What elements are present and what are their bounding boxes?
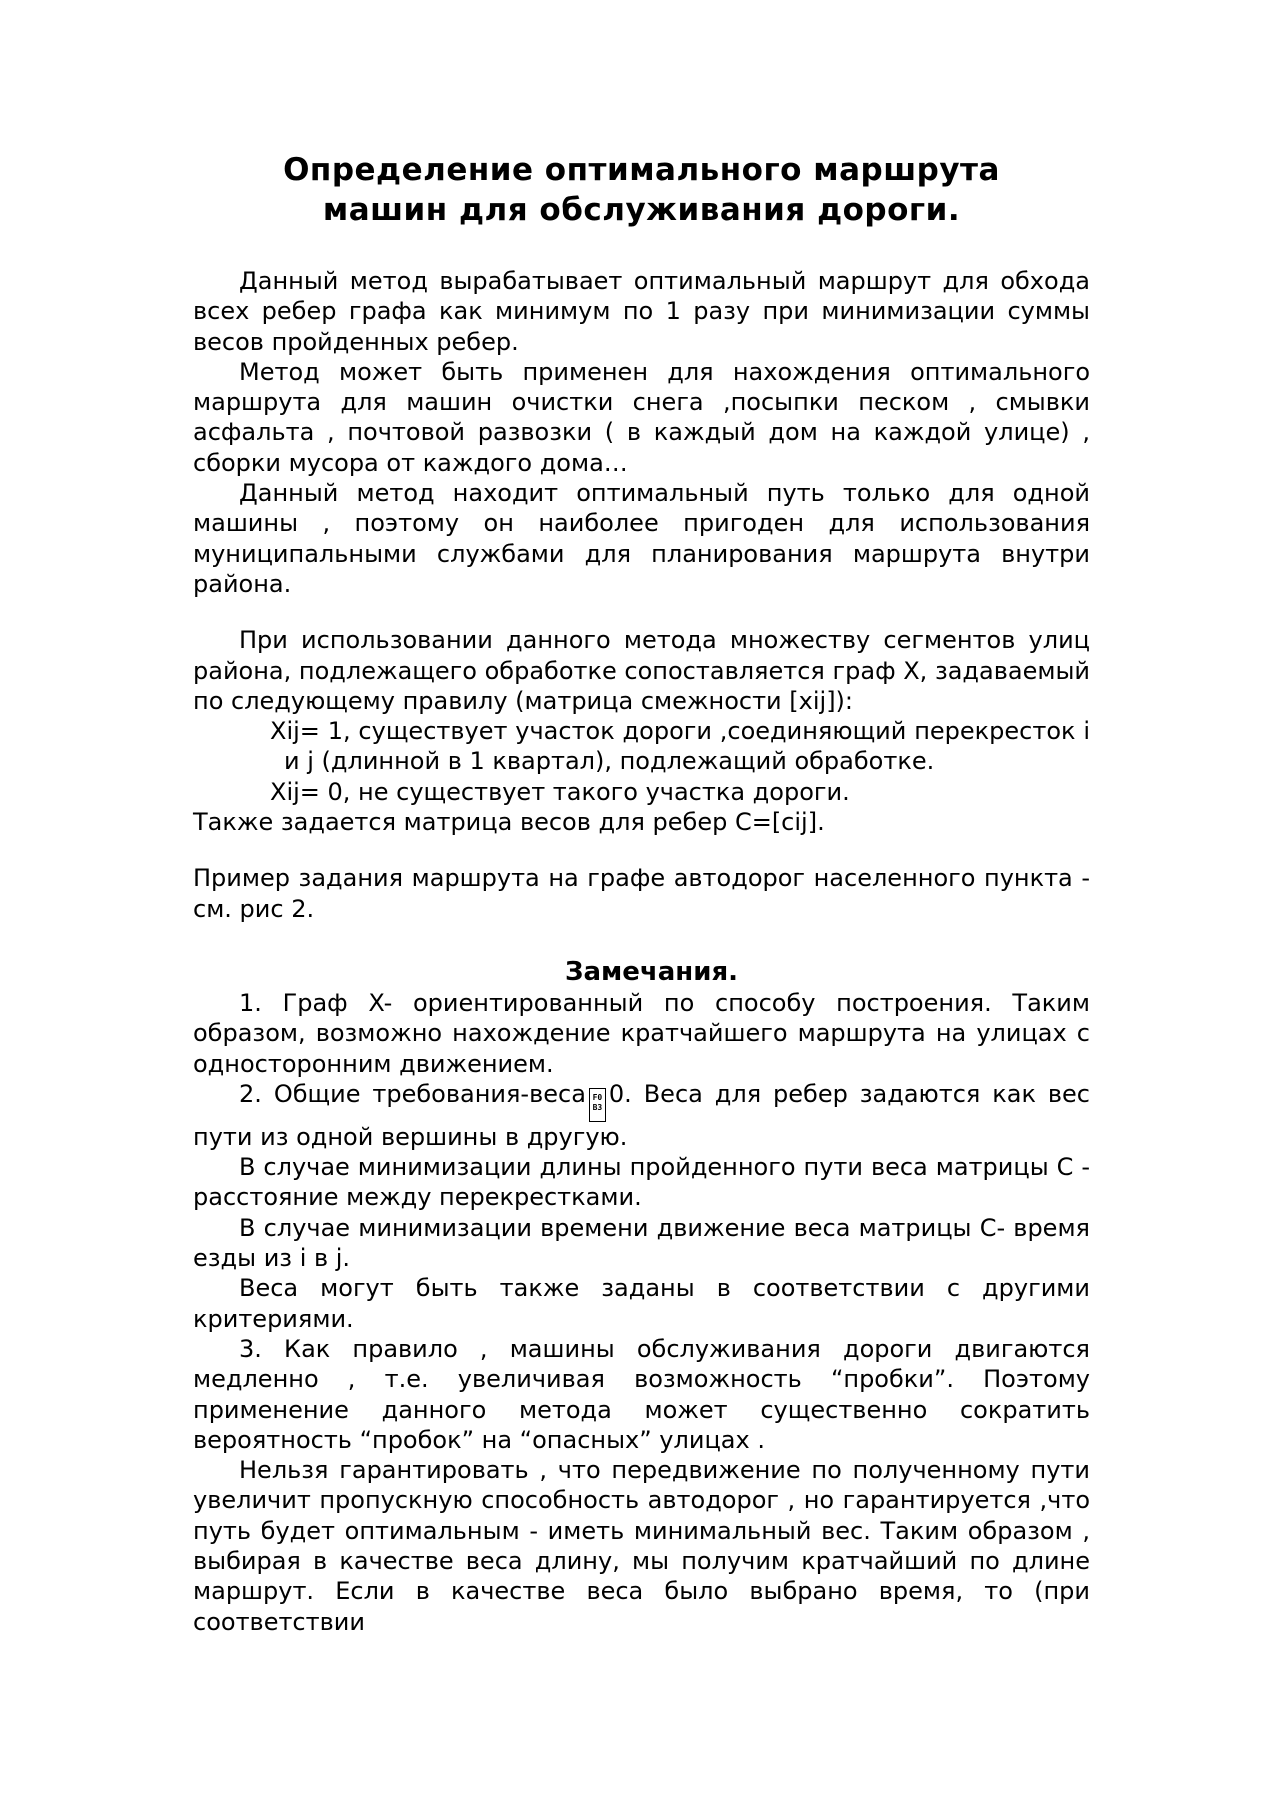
title-line-1: Определение оптимального маршрута [283,152,1000,188]
document-page [193,150,1090,1667]
paragraph-weight-matrix: Также задается матрица весов для ребер C=[cij]. [193,808,825,837]
title-line-2: машин для обслуживания дороги. [322,192,961,228]
paragraph-example-reference: Пример задания маршрута на графе автодорог населенного пункта - см. рис 2. [193,864,1090,923]
remark-2-length: В случае минимизации длины пройденного пути веса матрицы C - расстояние между перекрестками. [193,1153,1090,1212]
remark-2-time: В случае минимизации времени движение веса матрицы C- время езды из i в j. [193,1213,1090,1273]
remark-2-text-before: 2. Общие требования-веса [239,1079,586,1108]
paragraph-single-vehicle: Данный метод находит оптимальный путь только для одной машины , поэтому он наиболее пригоден для использования муниципальными службами для планирования маршрута внутри района. [193,479,1090,598]
rule-edge-absent: Xij= 0, не существует такого участка дороги. [270,777,850,806]
remark-4: Нельзя гарантировать , что передвижение по полученному пути увеличит пропускную способность автодорог , но гарантируется ,что путь будет оптимальным - иметь минимальный вес. Таким образом , выбирая в качестве веса длину, мы получим кратчайший по длине маршрут. Если в качестве веса было выбрано время, то (при соответствии [193,1456,1090,1636]
remark-2-text-after: 0. Веса для ребер задаются как вес пути из одной вершины в другую. [193,1079,1090,1151]
remark-1: 1. Граф X- ориентированный по способу построения. Таким образом, возможно нахождение кратчайшего маршрута на улицах с односторонним движением. [193,988,1090,1078]
remarks-heading: Замечания. [564,956,739,987]
spacer [193,924,1090,946]
remark-2-other: Веса могут быть также заданы в соответствии с другими критериями. [193,1274,1090,1333]
remark-3: 3. Как правило , машины обслуживания дороги двигаются медленно , т.е. увеличивая возможность “пробки”. Поэтому применение данного метода может существенно сократить вероятность “пробок” на “опасных” улицах . [193,1334,1090,1454]
page-title [193,150,1090,230]
paragraph-applications: Метод может быть применен для нахождения оптимального маршрута для машин очистки снега ,посыпки песком , смывки асфальта , почтовой развозки ( в каждый дом на каждой улице) , сборки мусора от каждого дома… [193,357,1090,477]
missing-glyph-icon: F0 B3 [589,1088,606,1122]
spacer [193,837,1090,863]
paragraph-intro: Данный метод вырабатывает оптимальный маршрут для обхода всех ребер графа как минимум по 1 разу при минимизации суммы весов пройденных ребер. [193,267,1090,356]
paragraph-graph-definition: При использовании данного метода множеству сегментов улиц района, подлежащего обработке сопоставляется граф X, задаваемый по следующему правилу (матрица смежности [xij]): [193,626,1090,715]
spacer [193,599,1090,625]
rule-edge-exists: Xij= 1, существует участок дороги ,соединяющий перекресток i и j (длинной в 1 квартал), подлежащий обработке. [270,717,1090,776]
remark-2 [193,1079,1090,1152]
